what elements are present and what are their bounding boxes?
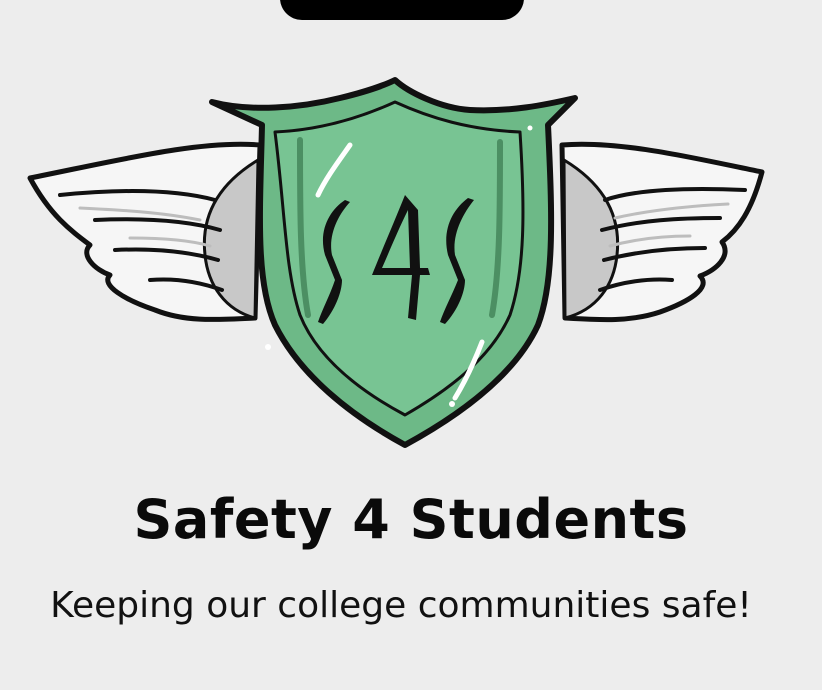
app-tagline: Keeping our college communities safe! [50,585,752,626]
device-notch [280,0,524,20]
shield [212,80,575,445]
left-wing [30,144,260,319]
right-wing [562,144,762,319]
app-title: Safety 4 Students [133,488,689,551]
winged-shield-icon [0,70,822,470]
